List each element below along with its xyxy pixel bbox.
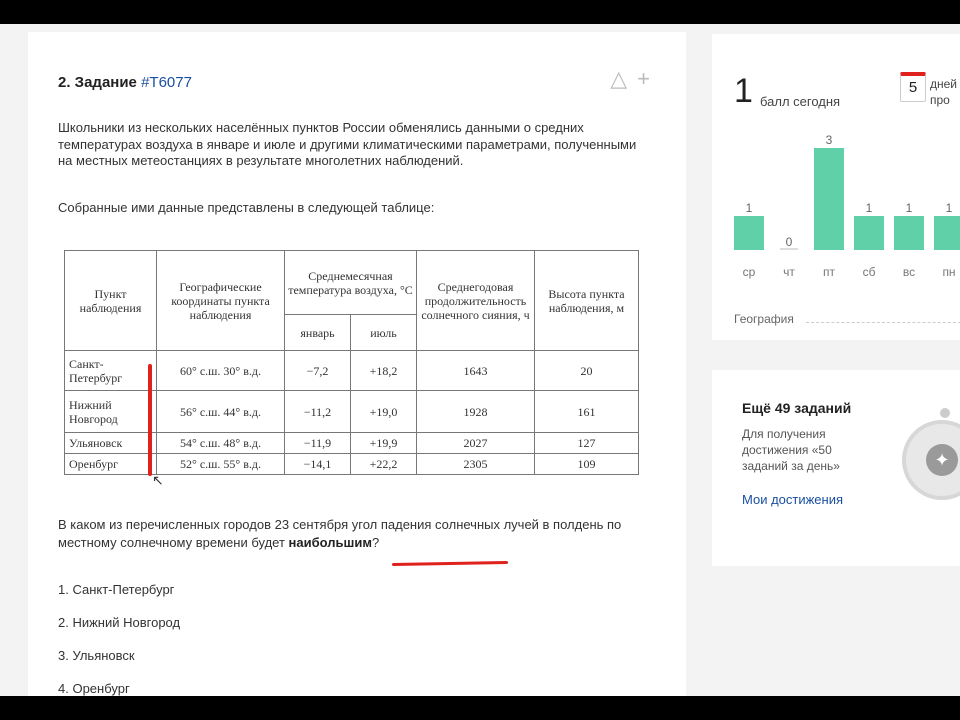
achievements-card	[712, 370, 960, 566]
my-achievements-link[interactable]: Мои достижения	[742, 492, 844, 507]
chart-value-label: 1	[945, 201, 953, 215]
cell-coords: 60° с.ш. 30° в.д.	[157, 351, 285, 391]
task-intro-text: Школьники из нескольких населённых пунктов России обменялись данными о средних температурах воздуха в январе и июле и другими климатическими параметрами, полученными на местных метеостанциях в результате многолетних наблюдений.	[58, 120, 637, 168]
mouse-cursor-icon: ↖	[152, 472, 164, 488]
question-emphasis: наибольшим	[288, 535, 372, 550]
cell-height: 109	[535, 454, 639, 475]
screen	[0, 24, 960, 696]
cell-jan: −11,2	[285, 391, 351, 433]
streak-label-line1: дней	[930, 77, 958, 91]
answer-option[interactable]: 3. Ульяновск	[58, 648, 135, 663]
points-today-count: 1	[734, 72, 753, 110]
header-temp: Среднемесячная температура воздуха, °С	[285, 251, 417, 315]
bookmark-icon[interactable]: △	[610, 66, 628, 91]
chart-value-label: 0	[785, 235, 793, 249]
header-height: Высота пункта наблюдения, м	[535, 251, 639, 351]
cell-city: Нижний Новгород	[65, 391, 157, 433]
chart-bar	[734, 216, 764, 250]
cell-height: 127	[535, 433, 639, 454]
question-text	[58, 516, 648, 552]
cell-jul: +18,2	[351, 351, 417, 391]
cell-sunshine: 1928	[417, 391, 535, 433]
chart-day-label: ср	[742, 265, 756, 279]
task-card	[28, 32, 686, 696]
header-coords: Географические координаты пункта наблюдения	[157, 251, 285, 351]
header-july: июль	[351, 315, 417, 351]
chart-day-label: сб	[862, 265, 876, 279]
cell-jan: −14,1	[285, 454, 351, 475]
header-point: Пункт наблюдения	[65, 251, 157, 351]
cell-jul: +19,9	[351, 433, 417, 454]
cell-city: Оренбург	[65, 454, 157, 475]
chart-value-label: 3	[825, 133, 833, 147]
subject-label: География	[734, 312, 794, 326]
header-january: январь	[285, 315, 351, 351]
cell-height: 20	[535, 351, 639, 391]
cell-coords: 54° с.ш. 48° в.д.	[157, 433, 285, 454]
answer-option[interactable]: 2. Нижний Новгород	[58, 615, 181, 630]
achievement-badge-icon	[902, 420, 960, 500]
badge-dot	[940, 408, 950, 418]
header-actions	[610, 66, 650, 92]
cell-sunshine: 1643	[417, 351, 535, 391]
chart-value-label: 1	[865, 201, 873, 215]
chart-day-label: чт	[783, 265, 795, 279]
cell-city: Ульяновск	[65, 433, 157, 454]
points-today-label: балл сегодня	[760, 94, 841, 109]
red-underline-annotation	[392, 561, 508, 566]
answer-option[interactable]: 1. Санкт-Петербург	[58, 582, 175, 597]
red-annotation-bar	[148, 364, 152, 476]
chart-day-label: пн	[942, 265, 956, 279]
chart-bar	[814, 148, 844, 250]
cell-sunshine: 2027	[417, 433, 535, 454]
cell-jan: −11,9	[285, 433, 351, 454]
cell-jul: +19,0	[351, 391, 417, 433]
question-end: ?	[371, 535, 380, 550]
answer-option[interactable]: 4. Оренбург	[58, 681, 130, 696]
cell-jan: −7,2	[285, 351, 351, 391]
cell-coords: 56° с.ш. 44° в.д.	[157, 391, 285, 433]
chart-value-label: 1	[905, 201, 913, 215]
streak-label-line2: про	[930, 93, 950, 107]
question-body: В каком из перечисленных городов 23 сентября угол падения солнечных лучей в полдень по местному солнечному времени будет	[58, 517, 622, 550]
medal-icon: ✦	[926, 444, 958, 476]
task-number: 2. Задание	[58, 74, 137, 91]
cell-city: Санкт-Петербург	[65, 351, 157, 391]
chart-bar	[894, 216, 924, 250]
chart-value-label: 1	[745, 201, 753, 215]
task-table-intro: Собранные ими данные представлены в следующей таблице:	[58, 200, 435, 215]
cell-jul: +22,2	[351, 454, 417, 475]
cell-sunshine: 2305	[417, 454, 535, 475]
streak-count: 5	[908, 79, 918, 96]
header-sunshine: Среднегодовая продолжительность солнечного сияния, ч	[417, 251, 535, 351]
chart-bar	[854, 216, 884, 250]
achievements-title: Ещё 49 заданий	[742, 400, 852, 416]
cell-coords: 52° с.ш. 55° в.д.	[157, 454, 285, 475]
cell-height: 161	[535, 391, 639, 433]
subject-divider	[806, 322, 960, 323]
task-title	[58, 74, 192, 91]
plus-icon[interactable]: +	[637, 66, 650, 91]
chart-day-label: пт	[823, 265, 835, 279]
chart-day-label: вс	[902, 265, 916, 279]
answer-options	[58, 582, 180, 696]
achievements-description: Для получения достижения «50 заданий за день»	[742, 427, 840, 473]
task-id-link[interactable]: #T6077	[141, 74, 192, 91]
chart-bar	[934, 216, 960, 250]
activity-bar-chart	[712, 34, 960, 304]
